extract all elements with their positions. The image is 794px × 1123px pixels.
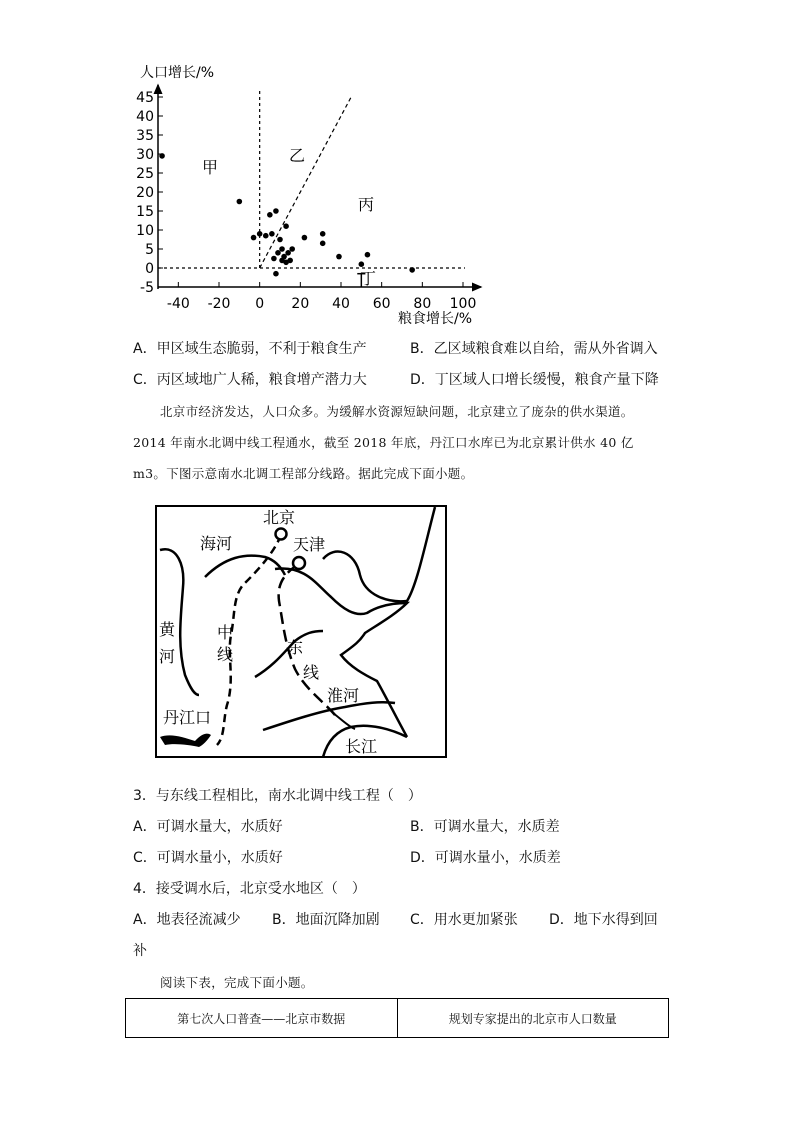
y-tick-label: 10 bbox=[136, 223, 154, 239]
data-point bbox=[263, 233, 269, 239]
data-point bbox=[267, 212, 273, 218]
data-point bbox=[302, 235, 308, 241]
y-tick-label: 25 bbox=[136, 166, 154, 182]
y-axis-label: 人口增长/% bbox=[140, 65, 215, 81]
x-tick-label: -20 bbox=[207, 296, 231, 312]
q3-option-a[interactable]: A．可调水量大，水质好 bbox=[133, 819, 283, 835]
map-label-zhong: 中 bbox=[217, 623, 234, 642]
intro-line-2: 2014 年南水北调中线工程通水，截至 2018 年底，丹江口水库已为北京累计供水 40 亿 bbox=[133, 435, 634, 450]
q3-option-c[interactable]: C．可调水量小，水质好 bbox=[133, 850, 283, 866]
q4-option-d-continued: 补 bbox=[133, 943, 147, 959]
scatter-chart bbox=[120, 55, 500, 330]
option-b[interactable]: B．乙区域粮食难以自给，需从外省调入 bbox=[410, 341, 658, 357]
x-tick-label: 60 bbox=[372, 296, 391, 312]
table-intro: 阅读下表，完成下面小题。 bbox=[160, 975, 314, 990]
region-label-yi: 乙 bbox=[289, 146, 306, 165]
guide-diagonal bbox=[260, 97, 352, 268]
y-tick-label: 0 bbox=[145, 261, 154, 277]
region-label-bing: 丙 bbox=[358, 195, 375, 214]
y-tick-label: 20 bbox=[136, 185, 154, 201]
map-label-tianjin: 天津 bbox=[293, 535, 326, 554]
map-label-haihe: 海河 bbox=[200, 534, 233, 553]
map-label-huanghe-1: 黄 bbox=[159, 620, 176, 639]
option-c[interactable]: C．丙区域地广人稀，粮食增产潜力大 bbox=[133, 372, 367, 388]
x-tick-label: 20 bbox=[291, 296, 310, 312]
x-tick-label: 0 bbox=[255, 296, 265, 312]
table-header-census: 第七次人口普查——北京市数据 bbox=[177, 1011, 346, 1026]
beijing-marker bbox=[276, 529, 287, 540]
data-point bbox=[320, 231, 326, 237]
data-point bbox=[359, 261, 365, 267]
x-axis-label: 粮食增长/% bbox=[398, 311, 473, 327]
data-point bbox=[269, 231, 275, 237]
q4-option-b[interactable]: B．地面沉降加剧 bbox=[272, 912, 380, 928]
intro-line-3: m3。下图示意南水北调工程部分线路。据此完成下面小题。 bbox=[133, 466, 474, 481]
option-d[interactable]: D．丁区域人口增长缓慢，粮食产量下降 bbox=[410, 372, 659, 388]
x-tick-label: 80 bbox=[413, 296, 432, 312]
data-point bbox=[251, 235, 257, 241]
option-a[interactable]: A．甲区域生态脆弱，不利于粮食生产 bbox=[133, 341, 367, 357]
data-point bbox=[273, 271, 279, 277]
data-point bbox=[271, 256, 277, 262]
q3-option-b[interactable]: B．可调水量大，水质差 bbox=[410, 819, 560, 835]
x-tick-label: -40 bbox=[166, 296, 190, 312]
map-label-huaihe: 淮河 bbox=[327, 686, 360, 705]
region-label-ding: 丁 bbox=[360, 269, 377, 288]
y-tick-label: 30 bbox=[136, 147, 154, 163]
intro-line-1: 北京市经济发达，人口众多。为缓解水资源短缺问题，北京建立了庞杂的供水渠道。 bbox=[160, 404, 634, 419]
map-label-xian-1: 线 bbox=[217, 645, 234, 664]
data-point bbox=[320, 241, 326, 247]
q3-stem: 3．与东线工程相比，南水北调中线工程（ ） bbox=[133, 788, 422, 804]
data-point bbox=[275, 250, 281, 256]
data-point bbox=[273, 208, 279, 214]
y-tick-label: -5 bbox=[140, 280, 154, 296]
table-header-planned-population: 规划专家提出的北京市人口数量 bbox=[397, 999, 669, 1037]
q4-option-a[interactable]: A．地表径流减少 bbox=[133, 912, 241, 928]
x-tick-label: 100 bbox=[449, 296, 477, 312]
map-label-beijing: 北京 bbox=[263, 508, 296, 527]
data-point bbox=[289, 246, 295, 252]
map-label-changjiang: 长江 bbox=[345, 737, 378, 756]
tianjin-marker bbox=[293, 557, 305, 569]
data-point bbox=[283, 223, 289, 229]
map-label-dong: 东 bbox=[287, 638, 304, 657]
data-point bbox=[237, 199, 243, 205]
y-tick-label: 15 bbox=[136, 204, 154, 220]
data-point bbox=[409, 267, 415, 273]
data-point bbox=[277, 237, 283, 243]
y-tick-label: 40 bbox=[136, 109, 154, 125]
y-tick-label: 35 bbox=[136, 128, 154, 144]
q3-option-d[interactable]: D．可调水量小，水质差 bbox=[410, 850, 561, 866]
x-tick-label: 40 bbox=[332, 296, 350, 312]
data-point bbox=[365, 252, 371, 258]
data-table bbox=[125, 998, 669, 1038]
data-point bbox=[336, 254, 342, 260]
region-label-jia: 甲 bbox=[202, 158, 219, 177]
water-diversion-map bbox=[155, 505, 447, 758]
q4-option-c[interactable]: C．用水更加紧张 bbox=[410, 912, 518, 928]
q4-stem: 4．接受调水后，北京受水地区（ ） bbox=[133, 881, 366, 897]
y-tick-label: 5 bbox=[145, 242, 154, 258]
y-tick-label: 45 bbox=[136, 90, 154, 106]
data-point bbox=[159, 153, 165, 159]
map-label-xian-2: 线 bbox=[303, 663, 320, 682]
data-point bbox=[287, 258, 293, 264]
map-label-danjiangkou: 丹江口 bbox=[163, 708, 212, 727]
data-point bbox=[257, 231, 263, 237]
q4-option-d[interactable]: D．地下水得到回 bbox=[549, 912, 658, 928]
map-label-huanghe-2: 河 bbox=[159, 647, 176, 666]
